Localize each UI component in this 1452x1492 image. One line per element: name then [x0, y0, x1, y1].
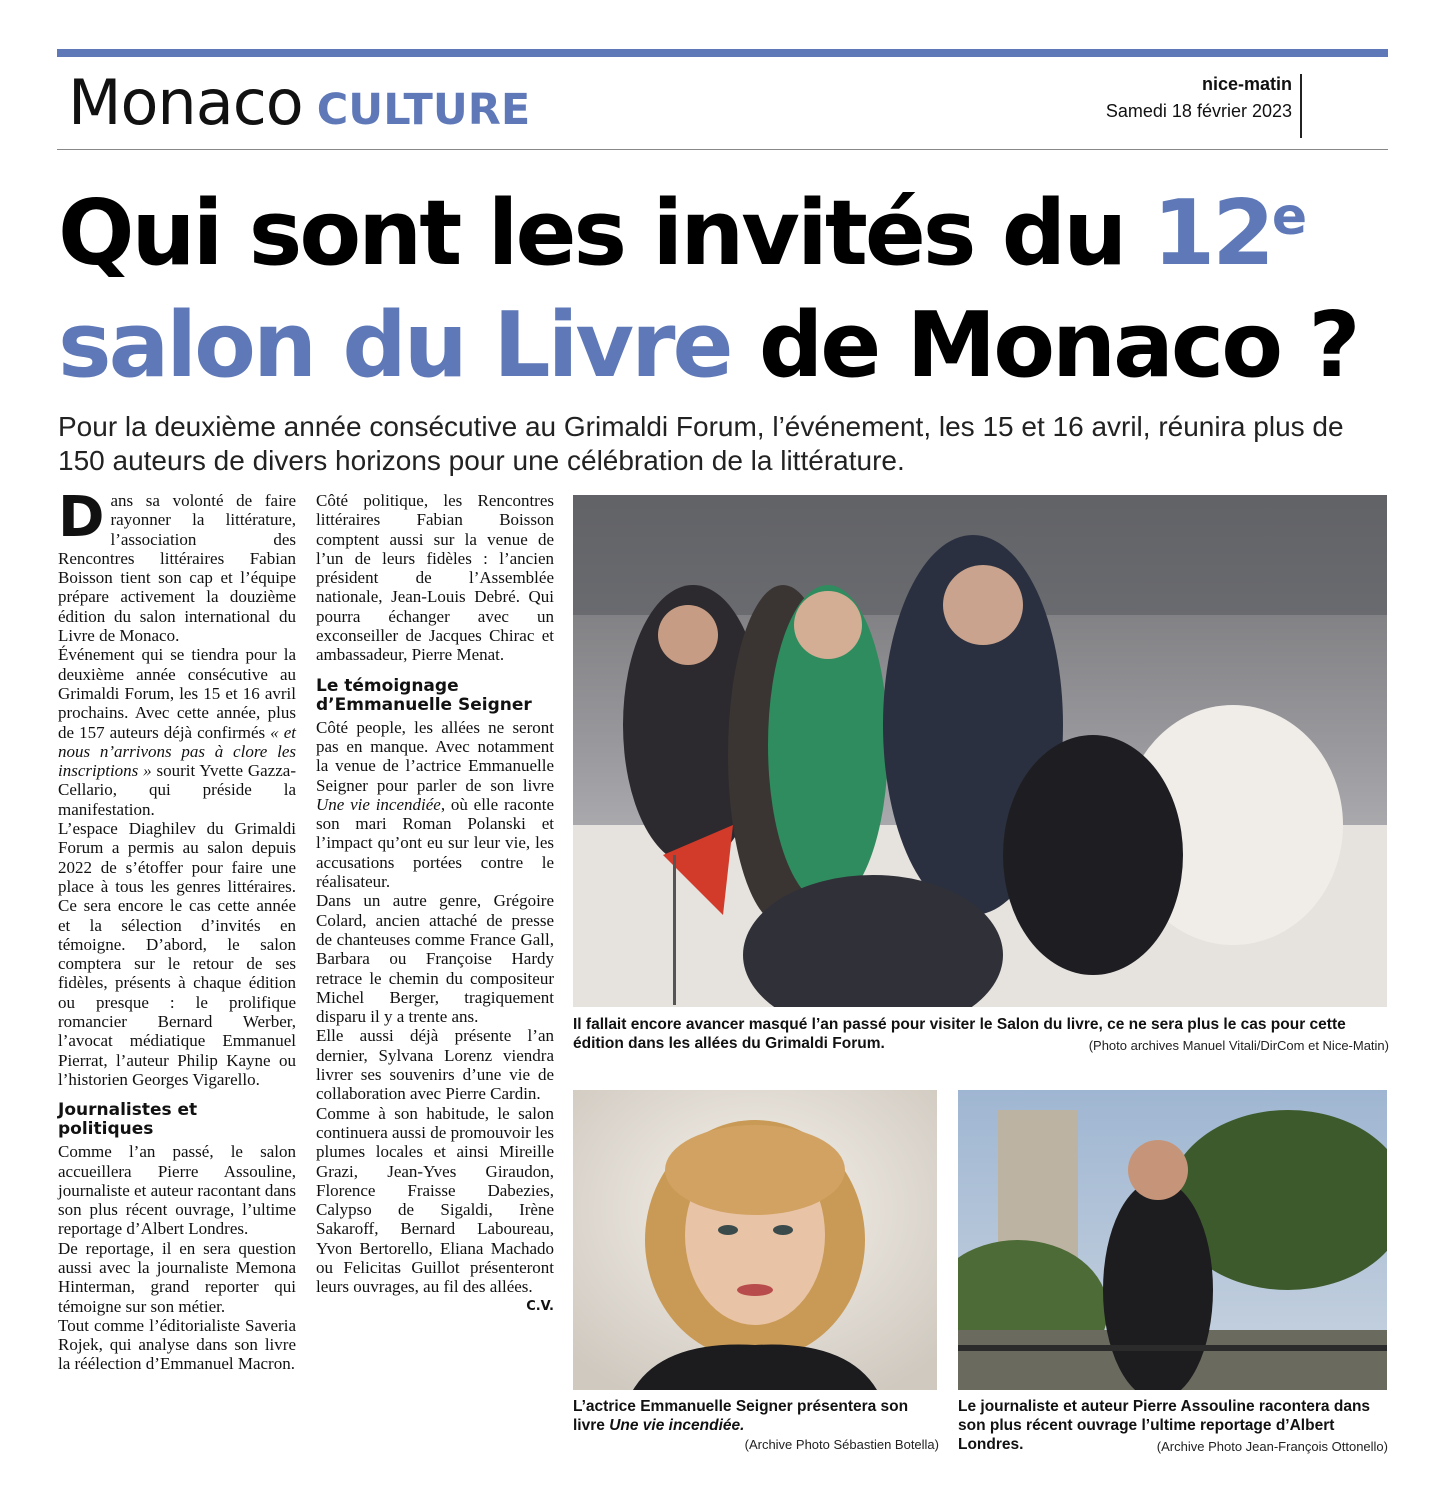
paragraph-8b: , où elle raconte son mari Roman Polanski et l’impact qu’ont eu sur leur vie, les accusations portées contre le réalisateur. — [316, 794, 555, 892]
caption-assouline-text: Le journaliste et auteur Pierre Assouline racontera dans son plus récent ouvrage l’ultime reportage d’Albert Londres. — [958, 1398, 1371, 1453]
caption-seigner-italic: Une vie incendiée. — [609, 1417, 745, 1434]
paragraph-8 — [316, 718, 554, 892]
article-column-2 — [316, 491, 554, 1316]
section-city: Monaco — [68, 66, 303, 139]
section-rubric: CULTURE — [316, 85, 531, 135]
photo-salon-crowd — [573, 495, 1387, 1007]
section-header — [68, 66, 530, 139]
headline-part3: de Monaco ? — [730, 293, 1358, 398]
caption-assouline — [958, 1397, 1388, 1456]
photo-pierre-assouline — [958, 1090, 1387, 1390]
paragraph-3: L’espace Diaghilev du Grimaldi Forum a permis au salon depuis 2022 de s’étoffer pour faire une place à tous les genres littéraires. Ce sera encore le cas cette année et la sélection d’invités en témoigne. D’abord, le salon comptera sur le retour de ses fidèles, présents à chaque édition ou presque : le prolifique romancier Bernard Werber, l’avocat médiatique Emmanuel Pierrat, l’auteur Philip Kayne ou l’historien Georges Vigarello. — [58, 819, 296, 1089]
headline-part1: Qui sont les invités du — [58, 181, 1153, 286]
paragraph-intro — [58, 485, 296, 646]
paragraph-1-text: ans sa volonté de faire rayonner la littérature, l’association des Rencontres littéraires Fabian Boisson tient son cap et l’équipe prépare activement la douzième édition du salon international du Livre de Monaco. — [58, 491, 296, 646]
paragraph-11: Comme à son habitude, le salon continuera aussi de promouvoir les plumes locales et ainsi Mireille Grazi, Jean-Yves Giraudon, Florence Fraisse Dabezies, Calypso de Sigaldi, Irène Sakaroff, Bernard Laboureau, Yvon Bertorello, Eliana Machado ou Felicitas Guillot présenteront leurs ouvrages, au fil des allées. — [316, 1103, 554, 1297]
paragraph-10: Elle aussi déjà présente l’an dernier, Sylvana Lorenz viendra livrer ses souvenirs d’une vie de collaboration avec Pierre Cardin. — [316, 1026, 554, 1104]
author-signature: C.V. — [526, 1298, 554, 1314]
article-column-1 — [58, 485, 296, 1374]
paragraph-5: De reportage, il en sera question aussi avec la journaliste Memona Hinterman, grand reporter qui témoigne sur son métier. — [58, 1238, 296, 1316]
photo-emmanuelle-seigner — [573, 1090, 937, 1390]
paragraph-9: Dans un autre genre, Grégoire Colard, ancien attaché de presse de chanteuses comme France Gall, Barbara ou Françoise Hardy retrace le chemin du compositeur Michel Berger, tragiquement disparu il y a trente ans. — [316, 891, 554, 1027]
paragraph-2 — [58, 645, 296, 819]
paragraph-2a: Événement qui se tiendra pour la deuxième année consécutive au Grimaldi Forum, les 15 et 16 avril prochains. Avec cette année, plus de 157 auteurs déjà confirmés — [58, 645, 296, 742]
caption-seigner — [573, 1397, 939, 1454]
top-accent-bar — [57, 49, 1388, 57]
book-title-italic: Une vie incendiée — [316, 794, 441, 814]
headline-number — [1153, 181, 1305, 286]
headline-highlight: salon du Livre — [58, 293, 731, 398]
caption-main-credit: (Photo archives Manuel Vitali/DirCom et Nice-Matin) — [1088, 1038, 1389, 1053]
headline-sup: e — [1271, 187, 1305, 247]
issue-date: Samedi 18 février 2023 — [1105, 101, 1292, 121]
paragraph-2b: sourit Yvette Gazza-Cellario, qui préside la manifestation. — [58, 761, 296, 819]
masthead — [1106, 74, 1302, 138]
subheading-journalistes: Journalistes et politiques — [58, 1100, 198, 1140]
photo-assouline-image — [958, 1090, 1387, 1390]
caption-main-photo — [573, 1015, 1389, 1055]
paragraph-7: Côté politique, les Rencontres littéraires Fabian Boisson comptent aussi sur la venue de l’un de leurs fidèles : l’ancien président de l’Assemblée nationale, Jean-Louis Debré. Qui pourra échanger avec un exconseiller de Jacques Chirac et ambassadeur, Pierre Menat. — [316, 491, 554, 665]
caption-seigner-text: L’actrice Emmanuelle Seigner présentera son livre — [573, 1398, 909, 1434]
photo-salon-crowd-image — [573, 495, 1387, 1007]
standfirst: Pour la deuxième année consécutive au Grimaldi Forum, l’événement, les 15 et 16 avril, réunira plus de 150 auteurs de divers horizons pour une célébration de la littérature. — [58, 411, 1344, 476]
headline-num: 12 — [1152, 181, 1272, 286]
paragraph-4: Comme l’an passé, le salon accueillera Pierre Assouline, journaliste et auteur racontant dans son plus récent ouvrage, l’ultime reportage d’Albert Londres. — [58, 1142, 296, 1239]
header-rule — [57, 149, 1388, 150]
paragraph-6: Tout comme l’éditorialiste Saveria Rojek, qui analyse dans son livre la réélection d’Emmanuel Macron. — [58, 1315, 296, 1374]
newspaper-name: nice-matin — [1201, 74, 1292, 94]
caption-seigner-credit: (Archive Photo Sébastien Botella) — [744, 1437, 939, 1452]
caption-main-text: Il fallait encore avancer masqué l’an passé pour visiter le Salon du livre, ce ne sera plus le cas pour cette édition dans les allées du Grimaldi Forum. — [573, 1016, 1346, 1052]
headline — [58, 178, 1398, 402]
caption-assouline-credit: (Archive Photo Jean-François Ottonello) — [1156, 1439, 1388, 1454]
subheading-temoignage: Le témoignage d’Emmanuelle Seigner — [316, 675, 532, 715]
drop-cap: D — [58, 485, 105, 550]
paragraph-8a: Côté people, les allées ne seront pas en manque. Avec notamment la venue de l’actrice Emmanuelle Seigner pour parler de son livre — [316, 717, 554, 795]
quote-italic: « et nous n’arrivons pas à clore les inscriptions » — [58, 722, 296, 781]
photo-seigner-image — [573, 1090, 937, 1390]
